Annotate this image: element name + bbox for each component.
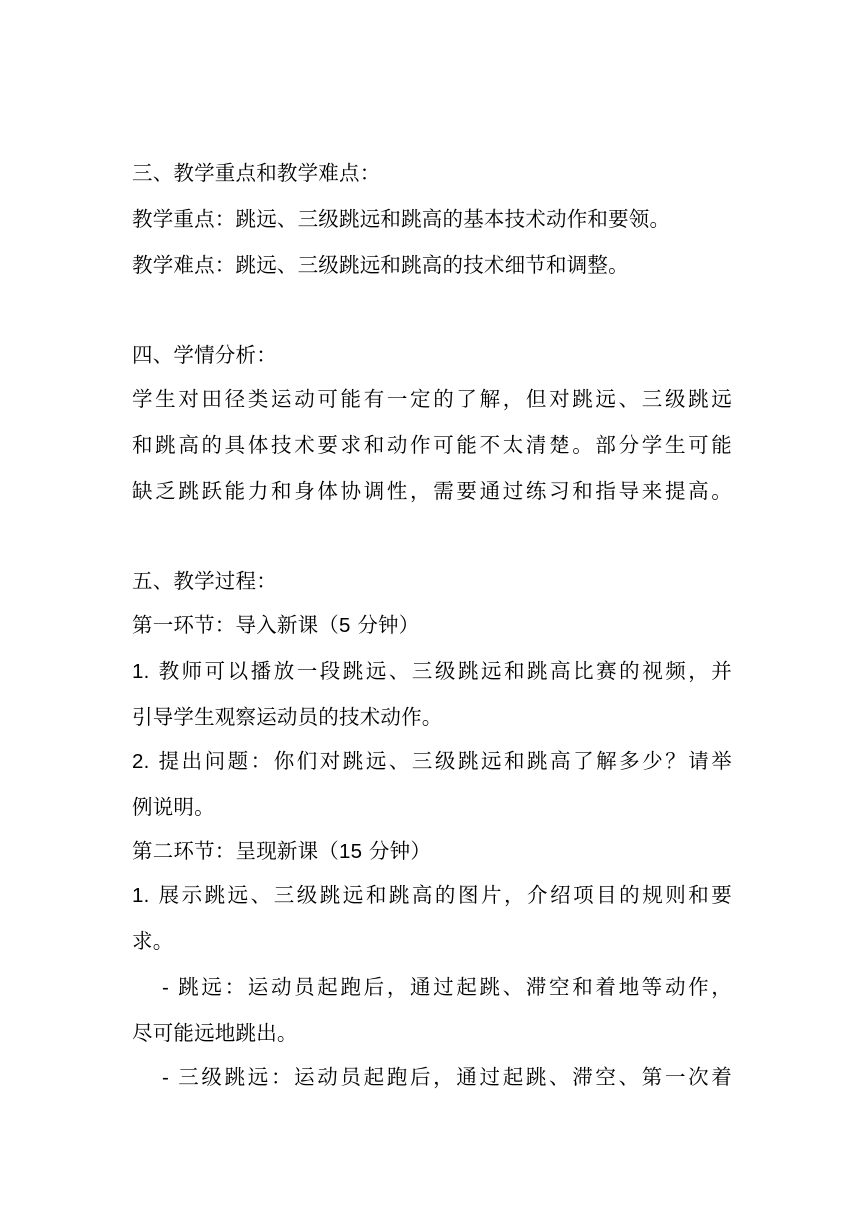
stage-2-item-1-line-1 — [132, 882, 732, 908]
section-3-heading: 三、教学重点和教学难点： — [132, 161, 381, 185]
bullet-dash: - — [162, 976, 170, 999]
analysis-line-2: 和跳高的具体技术要求和动作可能不太清楚。部分学生可能 — [132, 433, 732, 457]
stage-1-minutes: 5 — [339, 614, 351, 637]
stage-2-title-post: 分钟） — [362, 839, 432, 863]
key-point-line: 教学重点：跳远、三级跳远和跳高的基本技术动作和要领。 — [132, 207, 671, 231]
item-text: 教师可以播放一段跳远、三级跳远和跳高比赛的视频，并 — [158, 659, 733, 683]
stage-1-item-1-line-1 — [132, 658, 732, 684]
stage-1-title — [132, 612, 732, 638]
stage-2-title-pre: 第二环节：呈现新课（ — [132, 839, 339, 863]
stage-2-title — [132, 838, 732, 864]
long-jump-line-2: 尽可能远地跳出。 — [132, 1021, 298, 1045]
stage-1-item-2-line-2: 例说明。 — [132, 795, 215, 819]
analysis-line-3: 缺乏跳跃能力和身体协调性，需要通过练习和指导来提高。 — [132, 479, 732, 503]
analysis-line-1: 学生对田径类运动可能有一定的了解，但对跳远、三级跳远 — [132, 387, 732, 411]
bullet-text: 三级跳远：运动员起跑后，通过起跳、滞空、第一次着 — [178, 1065, 732, 1089]
stage-1-item-2-line-1 — [132, 748, 732, 774]
stage-1-item-1-line-2: 引导学生观察运动员的技术动作。 — [132, 705, 443, 729]
item-number: 1. — [132, 660, 150, 683]
stage-2-minutes: 15 — [339, 840, 363, 863]
stage-1-title-pre: 第一环节：导入新课（ — [132, 613, 339, 637]
section-4-heading: 四、学情分析： — [132, 343, 277, 367]
bullet-dash: - — [162, 1066, 170, 1089]
stage-1-title-post: 分钟） — [350, 613, 420, 637]
difficulty-line: 教学难点：跳远、三级跳远和跳高的技术细节和调整。 — [132, 253, 629, 277]
item-text: 提出问题：你们对跳远、三级跳远和跳高了解多少？请举 — [158, 749, 733, 773]
item-number: 1. — [132, 884, 150, 907]
section-5-heading: 五、教学过程： — [132, 569, 277, 593]
long-jump-line-1 — [162, 974, 732, 1000]
triple-jump-line-1 — [162, 1064, 732, 1090]
bullet-text: 跳远：运动员起跑后，通过起跳、滞空和着地等动作， — [178, 975, 732, 999]
item-number: 2. — [132, 750, 150, 773]
item-text: 展示跳远、三级跳远和跳高的图片，介绍项目的规则和要 — [158, 883, 733, 907]
stage-2-item-1-line-2: 求。 — [132, 929, 174, 953]
